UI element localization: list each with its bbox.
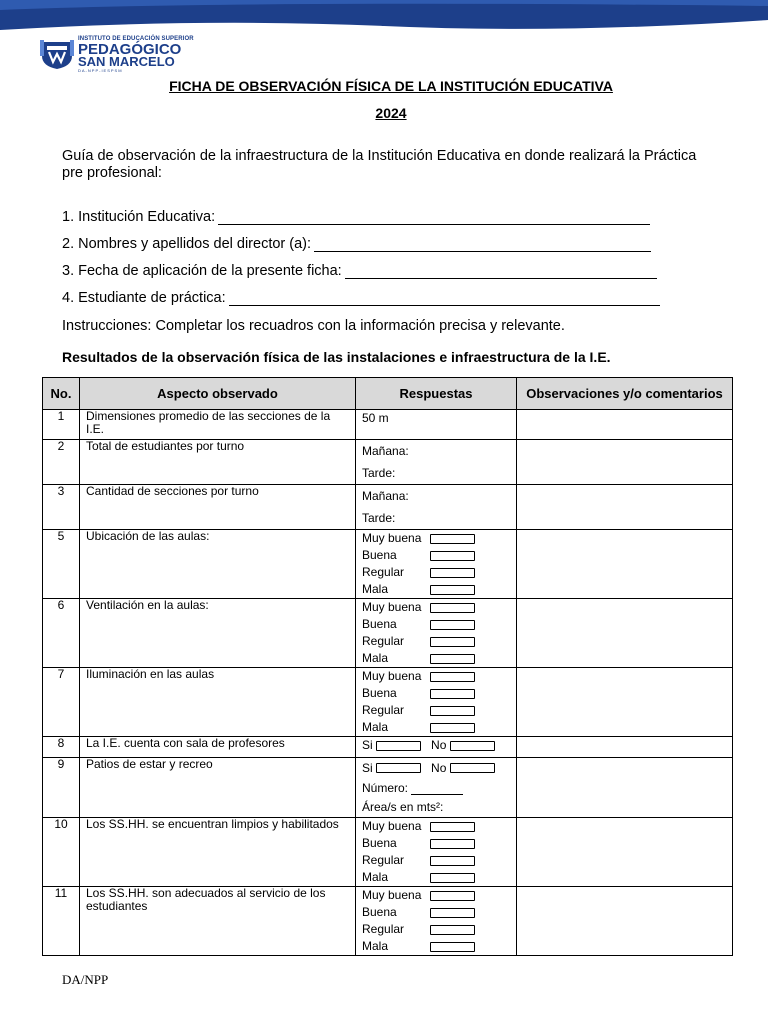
field-blank-line[interactable] <box>345 264 657 279</box>
rating-option <box>362 685 510 702</box>
row-aspect: Dimensiones promedio de las secciones de la I.E. <box>80 410 356 440</box>
row-answer <box>356 818 517 887</box>
yes-no-option <box>362 758 510 778</box>
rating-option <box>362 938 510 955</box>
field-label: 2. Nombres y apellidos del director (a): <box>62 236 312 252</box>
rating-option <box>362 616 510 633</box>
table-row <box>43 887 733 956</box>
rating-option <box>362 564 510 581</box>
row-comments[interactable] <box>517 668 733 737</box>
footer-code: DA/NPP <box>62 972 109 987</box>
logo-text-pedagogico: PEDAGÓGICO <box>78 41 182 58</box>
instructions-text: Instrucciones: Completar los recuadros con la información precisa y relevante. <box>62 318 565 334</box>
checkbox[interactable] <box>430 551 475 561</box>
rating-option <box>362 581 510 598</box>
rating-option <box>362 887 510 904</box>
row-answer <box>356 485 517 530</box>
row-aspect: Los SS.HH. se encuentran limpios y habilitados <box>80 818 356 887</box>
row-number: 3 <box>43 485 80 530</box>
rating-option <box>362 599 510 616</box>
checkbox[interactable] <box>430 856 475 866</box>
rating-option <box>362 921 510 938</box>
checkbox-si[interactable] <box>376 763 421 773</box>
institution-logo <box>40 36 194 73</box>
rating-option <box>362 547 510 564</box>
checkbox[interactable] <box>430 925 475 935</box>
header-respuestas: Respuestas <box>356 378 517 410</box>
rating-label: Mala <box>362 720 389 734</box>
field-label: 1. Institución Educativa: <box>62 209 216 225</box>
row-number: 1 <box>43 410 80 440</box>
row-comments[interactable] <box>517 818 733 887</box>
row-aspect: Patios de estar y recreo <box>80 758 356 818</box>
field-blank-line[interactable] <box>314 237 651 252</box>
row-number: 9 <box>43 758 80 818</box>
answer-value: 50 m <box>362 411 389 425</box>
rating-label: Mala <box>362 651 389 665</box>
row-number: 11 <box>43 887 80 956</box>
checkbox[interactable] <box>430 534 475 544</box>
rating-label: Muy buena <box>362 600 422 614</box>
checkbox[interactable] <box>430 822 475 832</box>
checkbox-si[interactable] <box>376 741 421 751</box>
field-blank-line[interactable] <box>229 291 660 306</box>
row-comments[interactable] <box>517 410 733 440</box>
rating-label: Regular <box>362 565 405 579</box>
checkbox[interactable] <box>430 891 475 901</box>
row-answer <box>356 758 517 818</box>
numero-field <box>362 778 510 798</box>
rating-option <box>362 633 510 650</box>
rating-option <box>362 719 510 736</box>
rating-label: Regular <box>362 634 405 648</box>
document-year: 2024 <box>375 105 407 121</box>
table-row <box>43 485 733 530</box>
table-row <box>43 668 733 737</box>
row-answer <box>356 599 517 668</box>
checkbox[interactable] <box>430 585 475 595</box>
checkbox[interactable] <box>430 620 475 630</box>
checkbox[interactable] <box>430 723 475 733</box>
row-number: 6 <box>43 599 80 668</box>
intro-text: Guía de observación de la infraestructura de la Institución Educativa en donde realizará la Práctica pre profesional: <box>62 148 697 181</box>
rating-option <box>362 904 510 921</box>
checkbox[interactable] <box>430 942 475 952</box>
row-answer <box>356 887 517 956</box>
rating-label: Muy buena <box>362 819 422 833</box>
rating-option <box>362 869 510 886</box>
no-label: No <box>431 760 447 775</box>
rating-label: Buena <box>362 686 397 700</box>
rating-option <box>362 852 510 869</box>
row-comments[interactable] <box>517 440 733 485</box>
rating-label: Mala <box>362 939 389 953</box>
row-answer <box>356 668 517 737</box>
row-number: 5 <box>43 530 80 599</box>
header-observaciones: Observaciones y/o comentarios <box>517 378 733 410</box>
row-answer <box>356 440 517 485</box>
field-label: 3. Fecha de aplicación de la presente ficha: <box>62 263 342 279</box>
checkbox[interactable] <box>430 654 475 664</box>
rating-label: Buena <box>362 836 397 850</box>
checkbox[interactable] <box>430 873 475 883</box>
checkbox-no[interactable] <box>450 763 495 773</box>
checkbox[interactable] <box>430 689 475 699</box>
table-row <box>43 440 733 485</box>
rating-label: Regular <box>362 922 405 936</box>
numero-blank[interactable] <box>411 782 463 795</box>
rating-label: Buena <box>362 905 397 919</box>
field-institucion <box>62 209 650 225</box>
rating-label: Muy buena <box>362 669 422 683</box>
row-number: 7 <box>43 668 80 737</box>
logo-text-san-marcelo: SAN MARCELO <box>78 54 175 69</box>
rating-label: Mala <box>362 582 389 596</box>
row-aspect: Ventilación en la aulas: <box>80 599 356 668</box>
logo-text-institute: INSTITUTO DE EDUCACIÓN SUPERIOR <box>78 36 194 42</box>
row-comments[interactable] <box>517 758 733 818</box>
header-banner <box>0 0 768 34</box>
row-comments[interactable] <box>517 485 733 530</box>
si-label: Si <box>362 738 373 752</box>
row-comments[interactable] <box>517 887 733 956</box>
checkbox[interactable] <box>430 568 475 578</box>
yes-no-option <box>362 737 510 754</box>
checkbox[interactable] <box>430 603 475 613</box>
row-answer <box>356 737 517 758</box>
numero-label: Número: <box>362 780 409 795</box>
row-number: 8 <box>43 737 80 758</box>
logo-text-code: DA-NPP-IESPSM <box>78 68 123 73</box>
rating-label: Mala <box>362 870 389 884</box>
field-fecha <box>62 263 657 279</box>
header-no: No. <box>43 378 80 410</box>
row-comments[interactable] <box>517 599 733 668</box>
checkbox[interactable] <box>430 706 475 716</box>
row-comments[interactable] <box>517 737 733 758</box>
area-label: Área/s en mts²: <box>362 799 444 814</box>
results-subtitle: Resultados de la observación física de las instalaciones e infraestructura de la I.E. <box>62 349 611 365</box>
tarde-label: Tarde: <box>362 465 396 480</box>
table-row <box>43 530 733 599</box>
rating-option <box>362 818 510 835</box>
rating-option <box>362 835 510 852</box>
rating-label: Muy buena <box>362 531 422 545</box>
document-title: FICHA DE OBSERVACIÓN FÍSICA DE LA INSTITUCIÓN EDUCATIVA <box>169 78 613 94</box>
row-comments[interactable] <box>517 530 733 599</box>
checkbox[interactable] <box>430 672 475 682</box>
si-label: Si <box>362 760 373 775</box>
table-row <box>43 737 733 758</box>
row-number: 2 <box>43 440 80 485</box>
table-row <box>43 410 733 440</box>
row-aspect: La I.E. cuenta con sala de profesores <box>80 737 356 758</box>
rating-label: Muy buena <box>362 888 422 902</box>
field-label: 4. Estudiante de práctica: <box>62 290 226 306</box>
rating-label: Buena <box>362 548 397 562</box>
rating-option <box>362 668 510 685</box>
rating-option <box>362 530 510 547</box>
row-aspect: Iluminación en las aulas <box>80 668 356 737</box>
row-answer <box>356 410 517 440</box>
field-director <box>62 236 651 252</box>
row-aspect: Los SS.HH. son adecuados al servicio de los estudiantes <box>80 887 356 956</box>
field-estudiante <box>62 290 660 306</box>
manana-label: Mañana: <box>362 488 409 503</box>
checkbox-no[interactable] <box>450 741 495 751</box>
table-row <box>43 818 733 887</box>
manana-label: Mañana: <box>362 443 409 458</box>
row-number: 10 <box>43 818 80 887</box>
tarde-label: Tarde: <box>362 510 396 525</box>
table-row <box>43 599 733 668</box>
header-aspecto: Aspecto observado <box>80 378 356 410</box>
row-aspect: Cantidad de secciones por turno <box>80 485 356 530</box>
rating-label: Regular <box>362 853 405 867</box>
rating-option <box>362 650 510 667</box>
rating-option <box>362 702 510 719</box>
checkbox[interactable] <box>430 908 475 918</box>
rating-label: Regular <box>362 703 405 717</box>
row-answer <box>356 530 517 599</box>
row-aspect: Ubicación de las aulas: <box>80 530 356 599</box>
crest-icon <box>40 38 74 70</box>
field-blank-line[interactable] <box>218 210 650 225</box>
no-label: No <box>431 738 447 752</box>
checkbox[interactable] <box>430 637 475 647</box>
row-aspect: Total de estudiantes por turno <box>80 440 356 485</box>
observation-table <box>42 377 733 956</box>
checkbox[interactable] <box>430 839 475 849</box>
rating-label: Buena <box>362 617 397 631</box>
table-row <box>43 758 733 818</box>
